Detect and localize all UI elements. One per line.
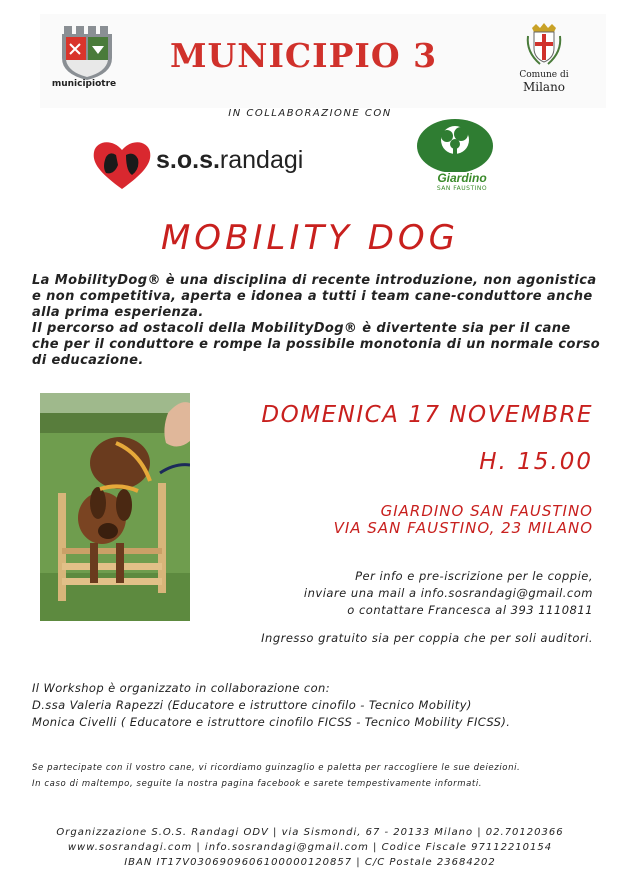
event-date: DOMENICA 17 NOVEMBRE	[261, 402, 593, 428]
sos-randagi-wordmark	[156, 146, 303, 175]
workshop-line-3: Monica Civelli ( Educatore e istruttore cinofilo FICSS - Tecnico Mobility FICSS).	[32, 715, 511, 729]
workshop-credits	[32, 680, 612, 731]
comune-label-line2: Milano	[522, 80, 566, 94]
event-place-line1: GIARDINO SAN FAUSTINO	[380, 502, 593, 520]
dog-agility-photo	[40, 393, 190, 621]
giardino-subtitle: SAN FAUSTINO	[436, 185, 488, 192]
footer-line-2: www.sosrandagi.com | info.sosrandagi@gmail.com | Codice Fiscale 97112210154	[67, 842, 553, 853]
workshop-line-1: Il Workshop è organizzato in collaborazione con:	[32, 681, 331, 695]
sos-suffix: randagi	[219, 146, 304, 174]
comune-label-line1: Comune di	[519, 70, 569, 80]
notes	[32, 760, 612, 792]
footer-line-3: IBAN IT17V0306909606100000120857 | C/C Postale 23684202	[124, 857, 496, 868]
intro-paragraph-1: La MobilityDog® è una disciplina di recente introduzione, non agonistica e non competitiva, aperta e idonea a tutti i team cane-conduttore anche alla prima esperienza.	[32, 273, 597, 320]
info-block	[304, 568, 593, 619]
intro-text	[32, 273, 602, 369]
comune-milano-crest	[524, 22, 564, 66]
note-line-1: Se partecipate con il vostro cane, vi ricordiamo guinzaglio e paletta per raccogliere le sue deiezioni.	[32, 763, 521, 773]
header-title: MUNICIPIO 3	[170, 36, 438, 75]
note-line-2: In caso di maltempo, seguite la nostra pagina facebook e sarete tempestivamente informati.	[32, 779, 483, 789]
entry-note: Ingresso gratuito sia per coppia che per soli auditori.	[261, 631, 593, 645]
info-line-1: Per info e pre-iscrizione per le coppie,	[355, 569, 593, 583]
intro-paragraph-2: Il percorso ad ostacoli della MobilityDog® è divertente sia per il cane che per il conduttore e rompe la possibile monotonia di un normale corso di educazione.	[32, 321, 601, 368]
event-place-line2: VIA SAN FAUSTINO, 23 MILANO	[333, 519, 593, 537]
info-line-2: inviare una mail a info.sosrandagi@gmail.com	[303, 586, 593, 600]
event-time: H. 15.00	[479, 449, 593, 475]
collaboration-line: IN COLLABORAZIONE CON	[228, 108, 392, 119]
info-line-3: o contattare Francesca al 393 1110811	[347, 603, 593, 617]
footer-line-1: Organizzazione S.O.S. Randagi ODV | via Sismondi, 67 - 20133 Milano | 02.70120366	[56, 827, 564, 838]
footer	[0, 825, 620, 870]
event-place	[334, 503, 593, 537]
sos-prefix: s.o.s.	[156, 146, 220, 174]
giardino-name: Giardino	[437, 171, 487, 185]
comune-label	[514, 69, 574, 95]
municipio-logo-label: municipiotre	[51, 79, 117, 89]
event-title: MOBILITY DOG	[160, 218, 460, 258]
workshop-line-2: D.ssa Valeria Rapezzi (Educatore e istruttore cinofilo - Tecnico Mobility)	[32, 698, 472, 712]
sos-randagi-heart-icon	[92, 139, 152, 191]
